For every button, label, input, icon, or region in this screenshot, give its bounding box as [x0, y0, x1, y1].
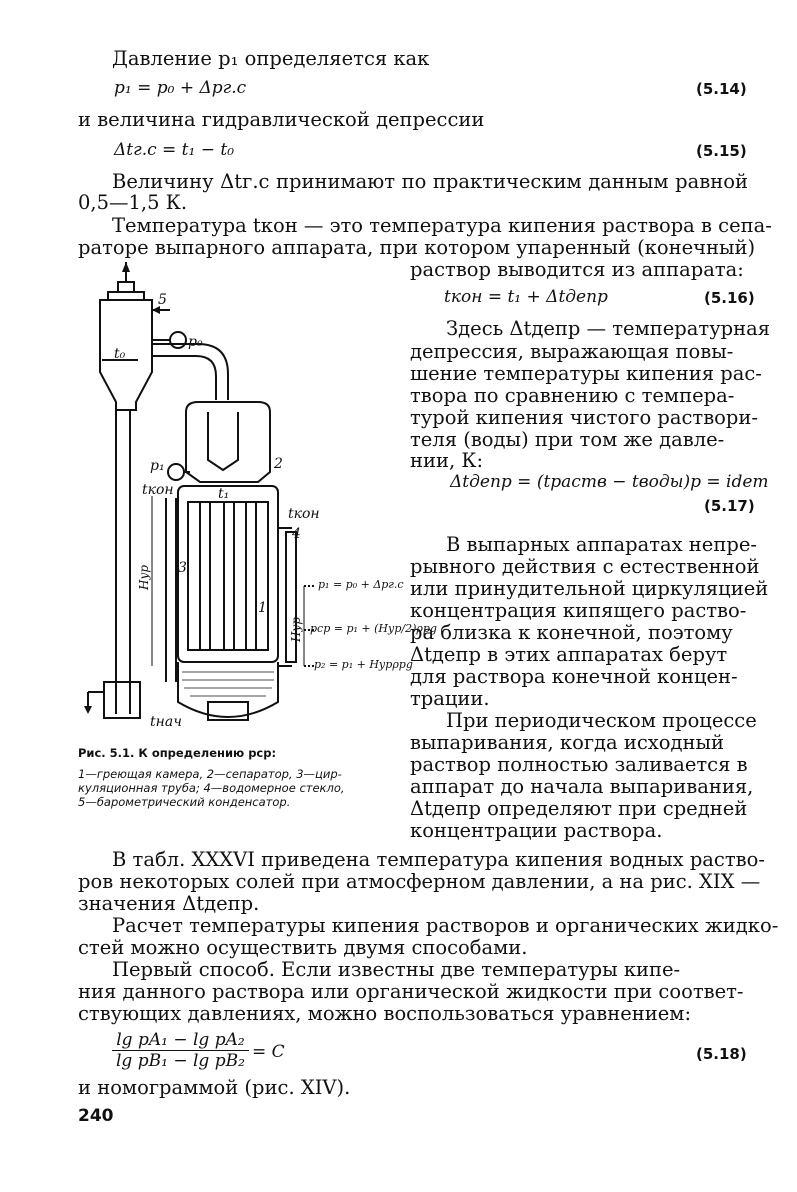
figure-label-2: 2 — [274, 456, 283, 472]
text-line: раствор полностью заливается в — [410, 753, 748, 776]
text-line: Δtдепр в этих аппаратах берут — [410, 643, 728, 666]
text-line: Здесь Δtдепр — температурная — [446, 317, 771, 340]
text-line: раторе выпарного аппарата, при котором упаренный (конечный) — [78, 236, 756, 259]
text-line: При периодическом процессе — [446, 709, 757, 732]
equation-5-15: Δtг.с = t₁ − t₀ — [114, 140, 235, 160]
text-line: трации. — [410, 687, 490, 710]
equation-number: (5.14) — [696, 80, 747, 98]
text-line: депрессия, выражающая повы- — [410, 340, 734, 363]
figure-label-p1: p₁ — [150, 458, 165, 474]
text-line: ра близка к конечной, поэтому — [410, 621, 733, 644]
text-line: выпаривания, когда исходный — [410, 731, 725, 754]
text-line: Расчет температуры кипения растворов и органических жидко- — [112, 914, 779, 937]
figure-label-tkon-left: tкон — [142, 482, 174, 498]
figure-eq-pcp: pср = p₁ + (Hур/2)ρрg — [310, 622, 437, 635]
text-line: и номограммой (рис. XIV). — [78, 1076, 351, 1099]
equation-denominator: lg pB₁ − lg pB₂ — [116, 1051, 245, 1071]
equation-5-16: tкон = t₁ + Δtдепр — [444, 287, 608, 307]
text-line: ров некоторых солей при атмосферном давлении, а на рис. XIX — — [78, 870, 761, 893]
text-line: Температура tкон — это температура кипения раствора в сепа- — [112, 214, 772, 237]
text-line: Величину Δtг.с принимают по практическим данным равной — [112, 170, 748, 193]
equation-numerator: lg pA₁ − lg pA₂ — [112, 1030, 249, 1051]
figure-caption-line: 5—барометрический конденсатор. — [78, 795, 291, 809]
text-line: твора по сравнению с темпера- — [410, 384, 735, 407]
text-line: ствующих давлениях, можно воспользоваться уравнением: — [78, 1002, 692, 1025]
figure-label-hur-left: Hур — [137, 564, 151, 590]
figure-eq-p2: p₂ = p₁ + Hурρрg — [314, 658, 413, 671]
figure-label-4: 4 — [292, 526, 301, 542]
figure-label-1: 1 — [258, 600, 267, 616]
figure-label-3: 3 — [178, 560, 187, 576]
text-line: раствор выводится из аппарата: — [410, 258, 744, 281]
text-line: стей можно осуществить двумя способами. — [78, 936, 528, 959]
figure-caption-line: 1—греющая камера, 2—сепаратор, 3—цир- — [78, 767, 342, 781]
equation-number: (5.18) — [696, 1045, 747, 1063]
figure-eq-p1: p₁ = p₀ + Δpг.с — [318, 578, 404, 591]
equation-number: (5.16) — [704, 289, 755, 307]
text-line: Давление p₁ определяется как — [112, 47, 430, 70]
figure-caption-title: Рис. 5.1. К определению pср: — [78, 746, 277, 760]
figure-label-5: 5 — [158, 292, 167, 308]
figure-label-tkon-right: tкон — [288, 506, 320, 522]
text-line: или принудительной циркуляцией — [410, 577, 769, 600]
text-line: Δtдепр определяют при средней — [410, 797, 748, 820]
text-line: концентрации раствора. — [410, 819, 663, 842]
text-line: В выпарных аппаратах непре- — [446, 533, 757, 556]
equation-5-14: p₁ = p₀ + Δpг.с — [114, 78, 247, 98]
text-line: ния данного раствора или органической жидкости при соответ- — [78, 980, 744, 1003]
text-line: теля (воды) при том же давле- — [410, 428, 725, 451]
figure-label-p0: p₀ — [188, 334, 203, 350]
text-line: турой кипения чистого раствори- — [410, 406, 758, 429]
equation-rhs: = C — [252, 1042, 285, 1062]
text-line: нии, К: — [410, 449, 484, 472]
equation-number: (5.15) — [696, 142, 747, 160]
text-line: В табл. XXXVI приведена температура кипения водных раство- — [112, 848, 765, 871]
text-line: рывного действия с естественной — [410, 555, 760, 578]
text-line: и величина гидравлической депрессии — [78, 108, 485, 131]
figure-label-tnach: tнач — [150, 714, 182, 730]
figure-label-t0: t₀ — [114, 346, 126, 362]
text-line: аппарат до начала выпаривания, — [410, 775, 754, 798]
equation-5-17: Δtдепр = (tраств − tводы)p = idem — [450, 472, 769, 492]
figure-label-t1: t₁ — [218, 486, 230, 502]
text-line: для раствора конечной концен- — [410, 665, 738, 688]
text-line: значения Δtдепр. — [78, 892, 260, 915]
page-number: 240 — [78, 1106, 114, 1126]
text-line: концентрация кипящего раство- — [410, 599, 747, 622]
equation-5-18 — [112, 1030, 249, 1071]
text-line: 0,5—1,5 К. — [78, 191, 188, 214]
figure-caption-line: куляционная труба; 4—водомерное стекло, — [78, 781, 345, 795]
text-line: шение температуры кипения рас- — [410, 362, 762, 385]
text-line: Первый способ. Если известны две температуры кипе- — [112, 958, 681, 981]
evaporator-figure — [78, 262, 437, 744]
figure-label-hur-right: Hур — [289, 616, 303, 642]
equation-number: (5.17) — [704, 497, 755, 515]
